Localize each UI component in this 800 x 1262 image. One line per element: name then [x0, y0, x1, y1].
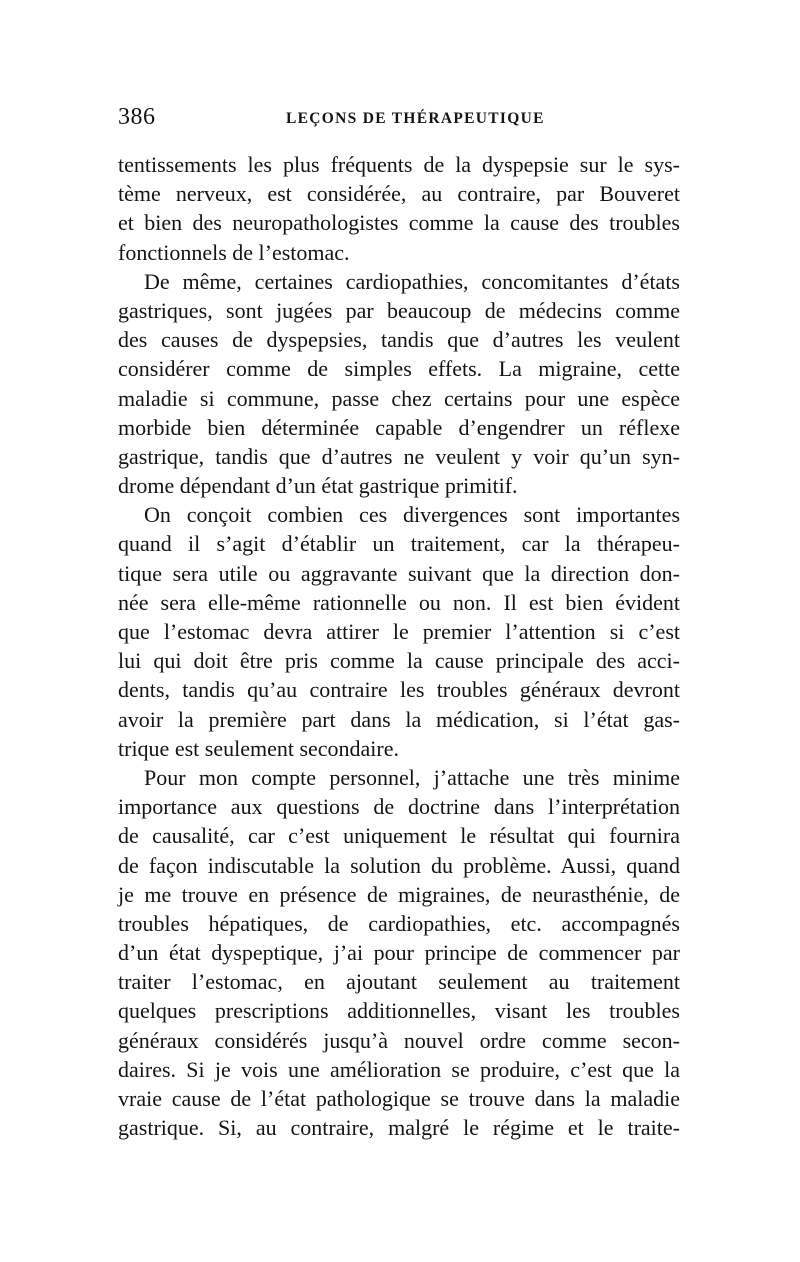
text-line: quand il s’agit d’établir un traitement, car la thérapeu- — [118, 531, 680, 557]
text-line: d’un état dyspeptique, j’ai pour principe de commencer par — [118, 940, 680, 966]
text-line: traiter l’estomac, en ajoutant seulement au traitement — [118, 969, 680, 995]
text-line: gastrique. Si, au contraire, malgré le régime et le traite- — [118, 1115, 680, 1141]
text-line: dents, tandis qu’au contraire les troubles généraux devront — [118, 677, 680, 703]
text-line: née sera elle-même rationnelle ou non. Il est bien évident — [118, 589, 680, 615]
page-header — [118, 104, 680, 134]
text-line: drome dépendant d’un état gastrique primitif. — [118, 473, 518, 499]
text-line: des causes de dyspepsies, tandis que d’autres les veulent — [118, 327, 680, 353]
text-line: de façon indiscutable la solution du problème. Aussi, quand — [118, 852, 680, 878]
body-text — [118, 150, 680, 1142]
text-line: considérer comme de simples effets. La migraine, cette — [118, 356, 680, 382]
text-line: tème nerveux, est considérée, au contraire, par Bouveret — [118, 181, 680, 207]
text-line: que l’estomac devra attirer le premier l’attention si c’est — [118, 619, 680, 644]
text-line: avoir la première part dans la médication, si l’état gas- — [118, 706, 680, 732]
text-line: lui qui doit être pris comme la cause principale des acci- — [118, 648, 680, 674]
text-line: Pour mon compte personnel, j’attache une très minime — [144, 764, 680, 790]
text-line: de causalité, car c’est uniquement le résultat qui fournira — [118, 823, 680, 849]
text-line: daires. Si je vois une amélioration se produire, c’est que la — [118, 1056, 680, 1082]
text-line: fonctionnels de l’estomac. — [118, 239, 350, 265]
text-line: On conçoit combien ces divergences sont importantes — [144, 502, 680, 528]
text-line: vraie cause de l’état pathologique se trouve dans la maladie — [118, 1086, 680, 1111]
text-line: trique est seulement secondaire. — [118, 735, 400, 761]
text-line: importance aux questions de doctrine dans l’interprétation — [118, 794, 680, 820]
text-line: je me trouve en présence de migraines, de neurasthénie, de — [118, 881, 680, 907]
text-line: gastrique, tandis que d’autres ne veulent y voir qu’un syn- — [118, 443, 680, 469]
text-line: De même, certaines cardiopathies, concomitantes d’états — [144, 268, 680, 294]
text-line: généraux considérés jusqu’à nouvel ordre comme secon- — [118, 1027, 680, 1053]
text-line: morbide bien déterminée capable d’engendrer un réflexe — [118, 414, 680, 440]
page-number: 386 — [118, 104, 156, 130]
running-head: LEÇONS DE THÉRAPEUTIQUE — [286, 110, 545, 127]
text-line: tique sera utile ou aggravante suivant que la direction don- — [118, 560, 680, 586]
text-line: tentissements les plus fréquents de la dyspepsie sur le sys- — [118, 152, 680, 177]
text-line: gastriques, sont jugées par beaucoup de médecins comme — [118, 297, 680, 323]
text-line: quelques prescriptions additionnelles, visant les troubles — [118, 998, 680, 1024]
text-line: maladie si commune, passe chez certains pour une espèce — [118, 385, 680, 411]
text-line: troubles hépatiques, de cardiopathies, etc. accompagnés — [118, 910, 680, 936]
text-line: et bien des neuropathologistes comme la cause des troubles — [118, 210, 680, 236]
